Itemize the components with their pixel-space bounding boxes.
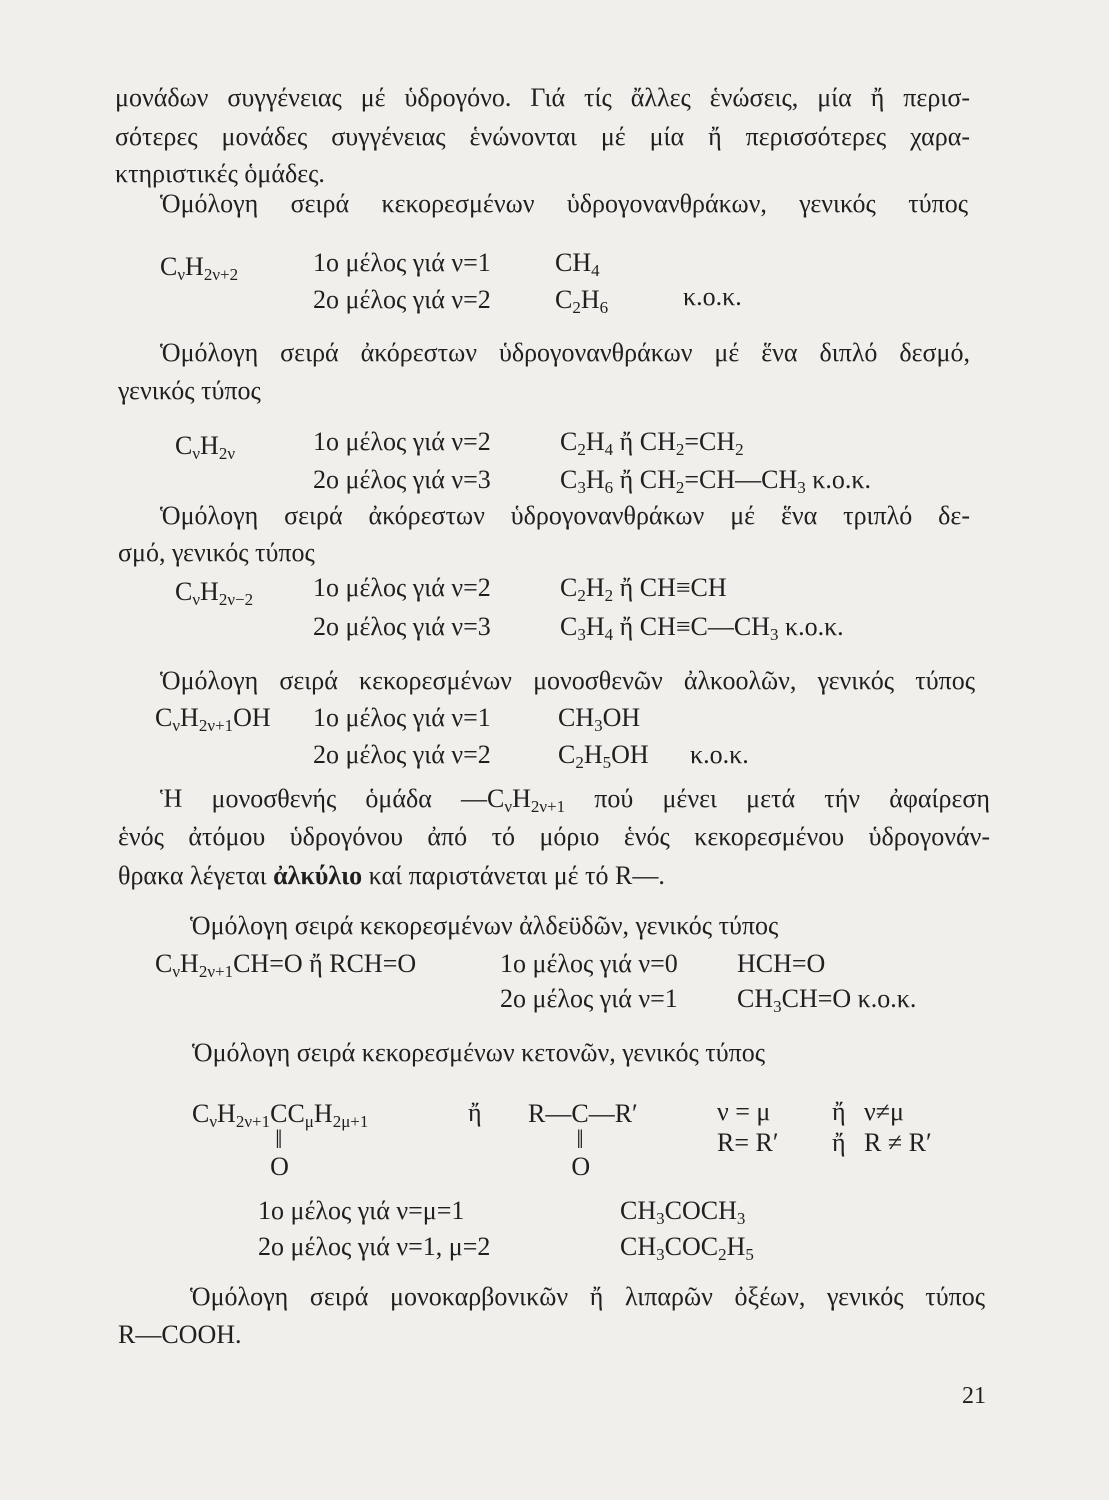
formula-text: H — [180, 703, 199, 732]
formula-text: ἤ CH≡C—CH — [613, 612, 770, 641]
condition-or: ἤ — [832, 1128, 846, 1157]
double-bond: ‖ — [275, 1125, 283, 1154]
formula-subscript: ν — [177, 265, 186, 284]
member-label: 1ο μέλος γιά ν=1 — [313, 248, 491, 277]
alkenes-heading: Ὁμόλογη σειρά ἀκόρεστων ὑδρογονανθράκων μέ ἕνα διπλό δεσμό, — [160, 338, 970, 367]
formula-text: C — [175, 431, 193, 460]
formula-subscript: 6 — [604, 478, 614, 497]
body-text-line: σότερες μονάδες συγγένειας ἑνώνονται μέ μία ἤ περισσότερες χαρα- — [115, 122, 970, 151]
member-label: 2ο μέλος γιά ν=3 — [313, 612, 491, 641]
formula-subscript: 5 — [602, 753, 612, 772]
formula-text: C — [560, 427, 578, 456]
formula-text: H — [180, 949, 199, 978]
formula-text: H — [585, 465, 605, 494]
formula-subscript: 3 — [769, 625, 779, 644]
formula-subscript: ν — [172, 716, 181, 735]
ketones-r-formula — [528, 1098, 638, 1181]
condition-left: R= R′ — [717, 1128, 779, 1157]
member-formula — [560, 572, 727, 604]
formula-text: H — [313, 1099, 333, 1128]
acids-general-formula: R—COOH. — [118, 1320, 242, 1349]
formula-subscript: 3 — [773, 997, 782, 1016]
alcohols-heading: Ὁμόλογη σειρά κεκορεσμένων μονοσθενῶν ἀλκοολῶν, γενικός τύπος — [160, 666, 975, 695]
member-label: 2ο μέλος γιά ν=1, μ=2 — [258, 1232, 491, 1261]
etc-note: κ.ο.κ. — [683, 282, 742, 311]
formula-text: C — [558, 740, 576, 769]
member-formula — [560, 611, 844, 643]
ketones-general-formula — [192, 1098, 369, 1181]
formula-subscript: ν — [192, 590, 201, 609]
formula-text: CH — [620, 1196, 657, 1225]
member-formula — [560, 426, 744, 458]
formula-subscript: 2 — [577, 586, 586, 605]
formula-text: H — [583, 740, 603, 769]
member-label: 2ο μέλος γιά ν=2 — [313, 285, 491, 314]
formula-subscript: 3 — [797, 478, 806, 497]
bold-term: ἀλκύλιο — [273, 861, 363, 890]
formula-text: H — [185, 252, 204, 281]
member-label: 1ο μέλος γιά ν=μ=1 — [258, 1196, 465, 1225]
formula-subscript: 3 — [656, 1209, 665, 1228]
member-label: 2ο μέλος γιά ν=2 — [313, 740, 491, 769]
formula-part — [192, 1099, 271, 1131]
formula-text: H — [217, 1099, 236, 1128]
formula-subscript: 5 — [745, 1245, 754, 1264]
formula-text: H — [726, 1232, 746, 1261]
body-text-line: κτηριστικές ὁμάδες. — [115, 159, 325, 188]
formula-text: C — [560, 573, 578, 602]
or-word: ἤ — [468, 1098, 482, 1127]
formula-text: καί παριστάνεται μέ τό R—. — [362, 861, 665, 890]
alkynes-heading: Ὁμόλογη σειρά ἀκόρεστων ὑδρογονανθράκων μέ ἕνα τριπλό δε- — [160, 501, 970, 530]
alcohols-general-formula — [155, 702, 271, 734]
formula-subscript: 2 — [675, 478, 685, 497]
formula-text: H — [585, 573, 605, 602]
alkenes-heading-cont: γενικός τύπος — [118, 376, 261, 405]
member-formula — [555, 247, 600, 279]
formula-subscript: 2 — [604, 586, 614, 605]
carbonyl-carbon: C — [571, 1099, 589, 1128]
member-formula — [555, 284, 608, 316]
formula-part: R— — [528, 1099, 572, 1128]
member-formula — [558, 739, 649, 771]
formula-subscript: 2ν+1 — [198, 716, 234, 735]
alkenes-general-formula — [175, 430, 235, 462]
formula-text: =CH — [684, 427, 736, 456]
alkanes-general-formula — [160, 251, 238, 283]
formula-text: C — [287, 1099, 305, 1128]
page-number: 21 — [962, 1383, 986, 1409]
condition-left: ν = μ — [717, 1097, 771, 1126]
formula-subscript: 3 — [577, 625, 586, 644]
alkynes-general-formula — [175, 576, 253, 608]
formula-subscript: 4 — [604, 625, 614, 644]
formula-subscript: 2ν+2 — [203, 265, 239, 284]
formula-subscript: 2 — [572, 298, 581, 317]
formula-text: κ.ο.κ. — [778, 612, 844, 641]
formula-text: CH — [555, 248, 592, 277]
formula-text: ἤ CH — [613, 427, 676, 456]
formula-subscript: 6 — [599, 298, 609, 317]
formula-text: =CH—CH — [684, 465, 798, 494]
formula-subscript: 2 — [735, 440, 744, 459]
formula-text: CH — [620, 1232, 657, 1261]
formula-text: πού μένει μετά τήν ἀφαίρεση — [565, 784, 990, 813]
ketones-heading: Ὁμόλογη σειρά κεκορεσμένων κετονῶν, γενικός τύπος — [192, 1038, 766, 1067]
formula-text: HCH=O — [737, 949, 826, 978]
formula-text: H — [580, 285, 600, 314]
aldehydes-general-formula — [155, 948, 416, 980]
aldehydes-heading: Ὁμόλογη σειρά κεκορεσμένων ἀλδεϋδῶν, γενικός τύπος — [190, 911, 779, 940]
formula-subscript: 2μ+1 — [332, 1112, 369, 1131]
double-bond: ‖ — [576, 1125, 584, 1154]
member-label: 1ο μέλος γιά ν=2 — [313, 573, 491, 602]
formula-text: OH — [233, 703, 271, 732]
member-formula — [560, 464, 871, 496]
formula-text: H — [585, 427, 605, 456]
formula-text: κ.ο.κ. — [805, 465, 871, 494]
formula-text: COC — [664, 1232, 719, 1261]
formula-subscript: ν — [192, 444, 201, 463]
formula-subscript: 4 — [604, 440, 614, 459]
formula-text: C — [175, 577, 193, 606]
condition-right: ν≠μ — [864, 1097, 904, 1126]
carbonyl-oxygen — [571, 1125, 591, 1181]
formula-subscript: 4 — [591, 261, 600, 280]
formula-text: OH — [602, 703, 641, 732]
formula-text: θρακα λέγεται — [118, 861, 274, 890]
etc-note: κ.ο.κ. — [690, 740, 749, 769]
member-formula — [620, 1231, 754, 1263]
formula-subscript: ν — [209, 1112, 218, 1131]
formula-text: ἤ CH≡CH — [613, 573, 727, 602]
formula-subscript: 2ν−2 — [218, 590, 254, 609]
formula-subscript: 2 — [577, 440, 586, 459]
formula-text: H — [200, 431, 219, 460]
formula-text: ἤ CH — [613, 465, 676, 494]
formula-subscript: ν — [504, 797, 513, 816]
formula-text: OH — [611, 740, 649, 769]
formula-text: H — [512, 784, 531, 813]
formula-subscript: 3 — [736, 1209, 746, 1228]
formula-subscript: 2 — [718, 1245, 727, 1264]
formula-text: CH — [737, 984, 774, 1013]
member-label: 2ο μέλος γιά ν=1 — [500, 984, 678, 1013]
formula-text: C — [160, 252, 178, 281]
member-label: 1ο μέλος γιά ν=2 — [313, 427, 491, 456]
formula-text: H — [200, 577, 219, 606]
formula-text: CH=O κ.ο.κ. — [781, 984, 917, 1013]
carbonyl-group — [270, 1098, 289, 1181]
body-text-line — [118, 860, 665, 892]
formula-subscript: 2ν+1 — [235, 1112, 271, 1131]
formula-text: CH=O ἤ RCH=O — [233, 949, 417, 978]
formula-subscript: 2ν+1 — [530, 797, 566, 816]
formula-subscript: 2 — [675, 440, 685, 459]
formula-subscript: 2 — [575, 753, 584, 772]
formula-text: C — [192, 1099, 210, 1128]
formula-part: —R′ — [588, 1099, 638, 1128]
condition-right: R ≠ R′ — [864, 1128, 932, 1157]
formula-subscript: 3 — [577, 478, 586, 497]
member-label: 1ο μέλος γιά ν=1 — [313, 703, 491, 732]
formula-text: C — [560, 465, 578, 494]
formula-text: C — [155, 949, 173, 978]
member-label: 2ο μέλος γιά ν=3 — [313, 465, 491, 494]
body-text-line — [160, 783, 990, 815]
oxygen-atom: O — [571, 1152, 591, 1181]
formula-subscript: 2ν — [218, 444, 235, 463]
carbonyl-oxygen — [270, 1126, 287, 1180]
alkynes-heading-cont: σμό, γενικός τύπος — [118, 538, 315, 567]
formula-text: COCH — [664, 1196, 737, 1225]
formula-text: Ἡ μονοσθενής ὁμάδα —C — [160, 784, 505, 813]
alkanes-heading: Ὁμόλογη σειρά κεκορεσμένων ὑδρογονανθράκων, γενικός τύπος — [160, 189, 968, 218]
formula-subscript: 2ν+1 — [198, 962, 234, 981]
formula-text: H — [585, 612, 605, 641]
carbonyl-group — [571, 1098, 591, 1181]
member-formula — [558, 702, 640, 734]
acids-heading: Ὁμόλογη σειρά μονοκαρβονικῶν ἤ λιπαρῶν ὀξέων, γενικός τύπος — [190, 1282, 985, 1311]
member-formula — [620, 1195, 745, 1227]
carbonyl-carbon: C — [270, 1099, 288, 1128]
formula-text: C — [560, 612, 578, 641]
formula-subscript: 3 — [594, 716, 603, 735]
member-label: 1ο μέλος γιά ν=0 — [500, 949, 678, 978]
formula-text: CH — [558, 703, 595, 732]
member-formula — [737, 983, 916, 1015]
body-text-line: μονάδων συγγένειας μέ ὑδρογόνο. Γιά τίς ἄλλες ἑνώσεις, μία ἤ περισ- — [115, 83, 970, 112]
formula-subscript: ν — [172, 962, 181, 981]
formula-part — [287, 1099, 369, 1131]
formula-text: C — [155, 703, 173, 732]
condition-or: ἤ — [832, 1097, 846, 1126]
formula-subscript: 3 — [656, 1245, 665, 1264]
member-formula — [737, 948, 825, 980]
formula-subscript: μ — [304, 1112, 314, 1131]
formula-text: C — [555, 285, 573, 314]
body-text-line: ἑνός ἀτόμου ὑδρογόνου ἀπό τό μόριο ἑνός κεκορεσμένου ὑδρογονάν- — [118, 822, 990, 851]
oxygen-atom: O — [270, 1152, 289, 1181]
